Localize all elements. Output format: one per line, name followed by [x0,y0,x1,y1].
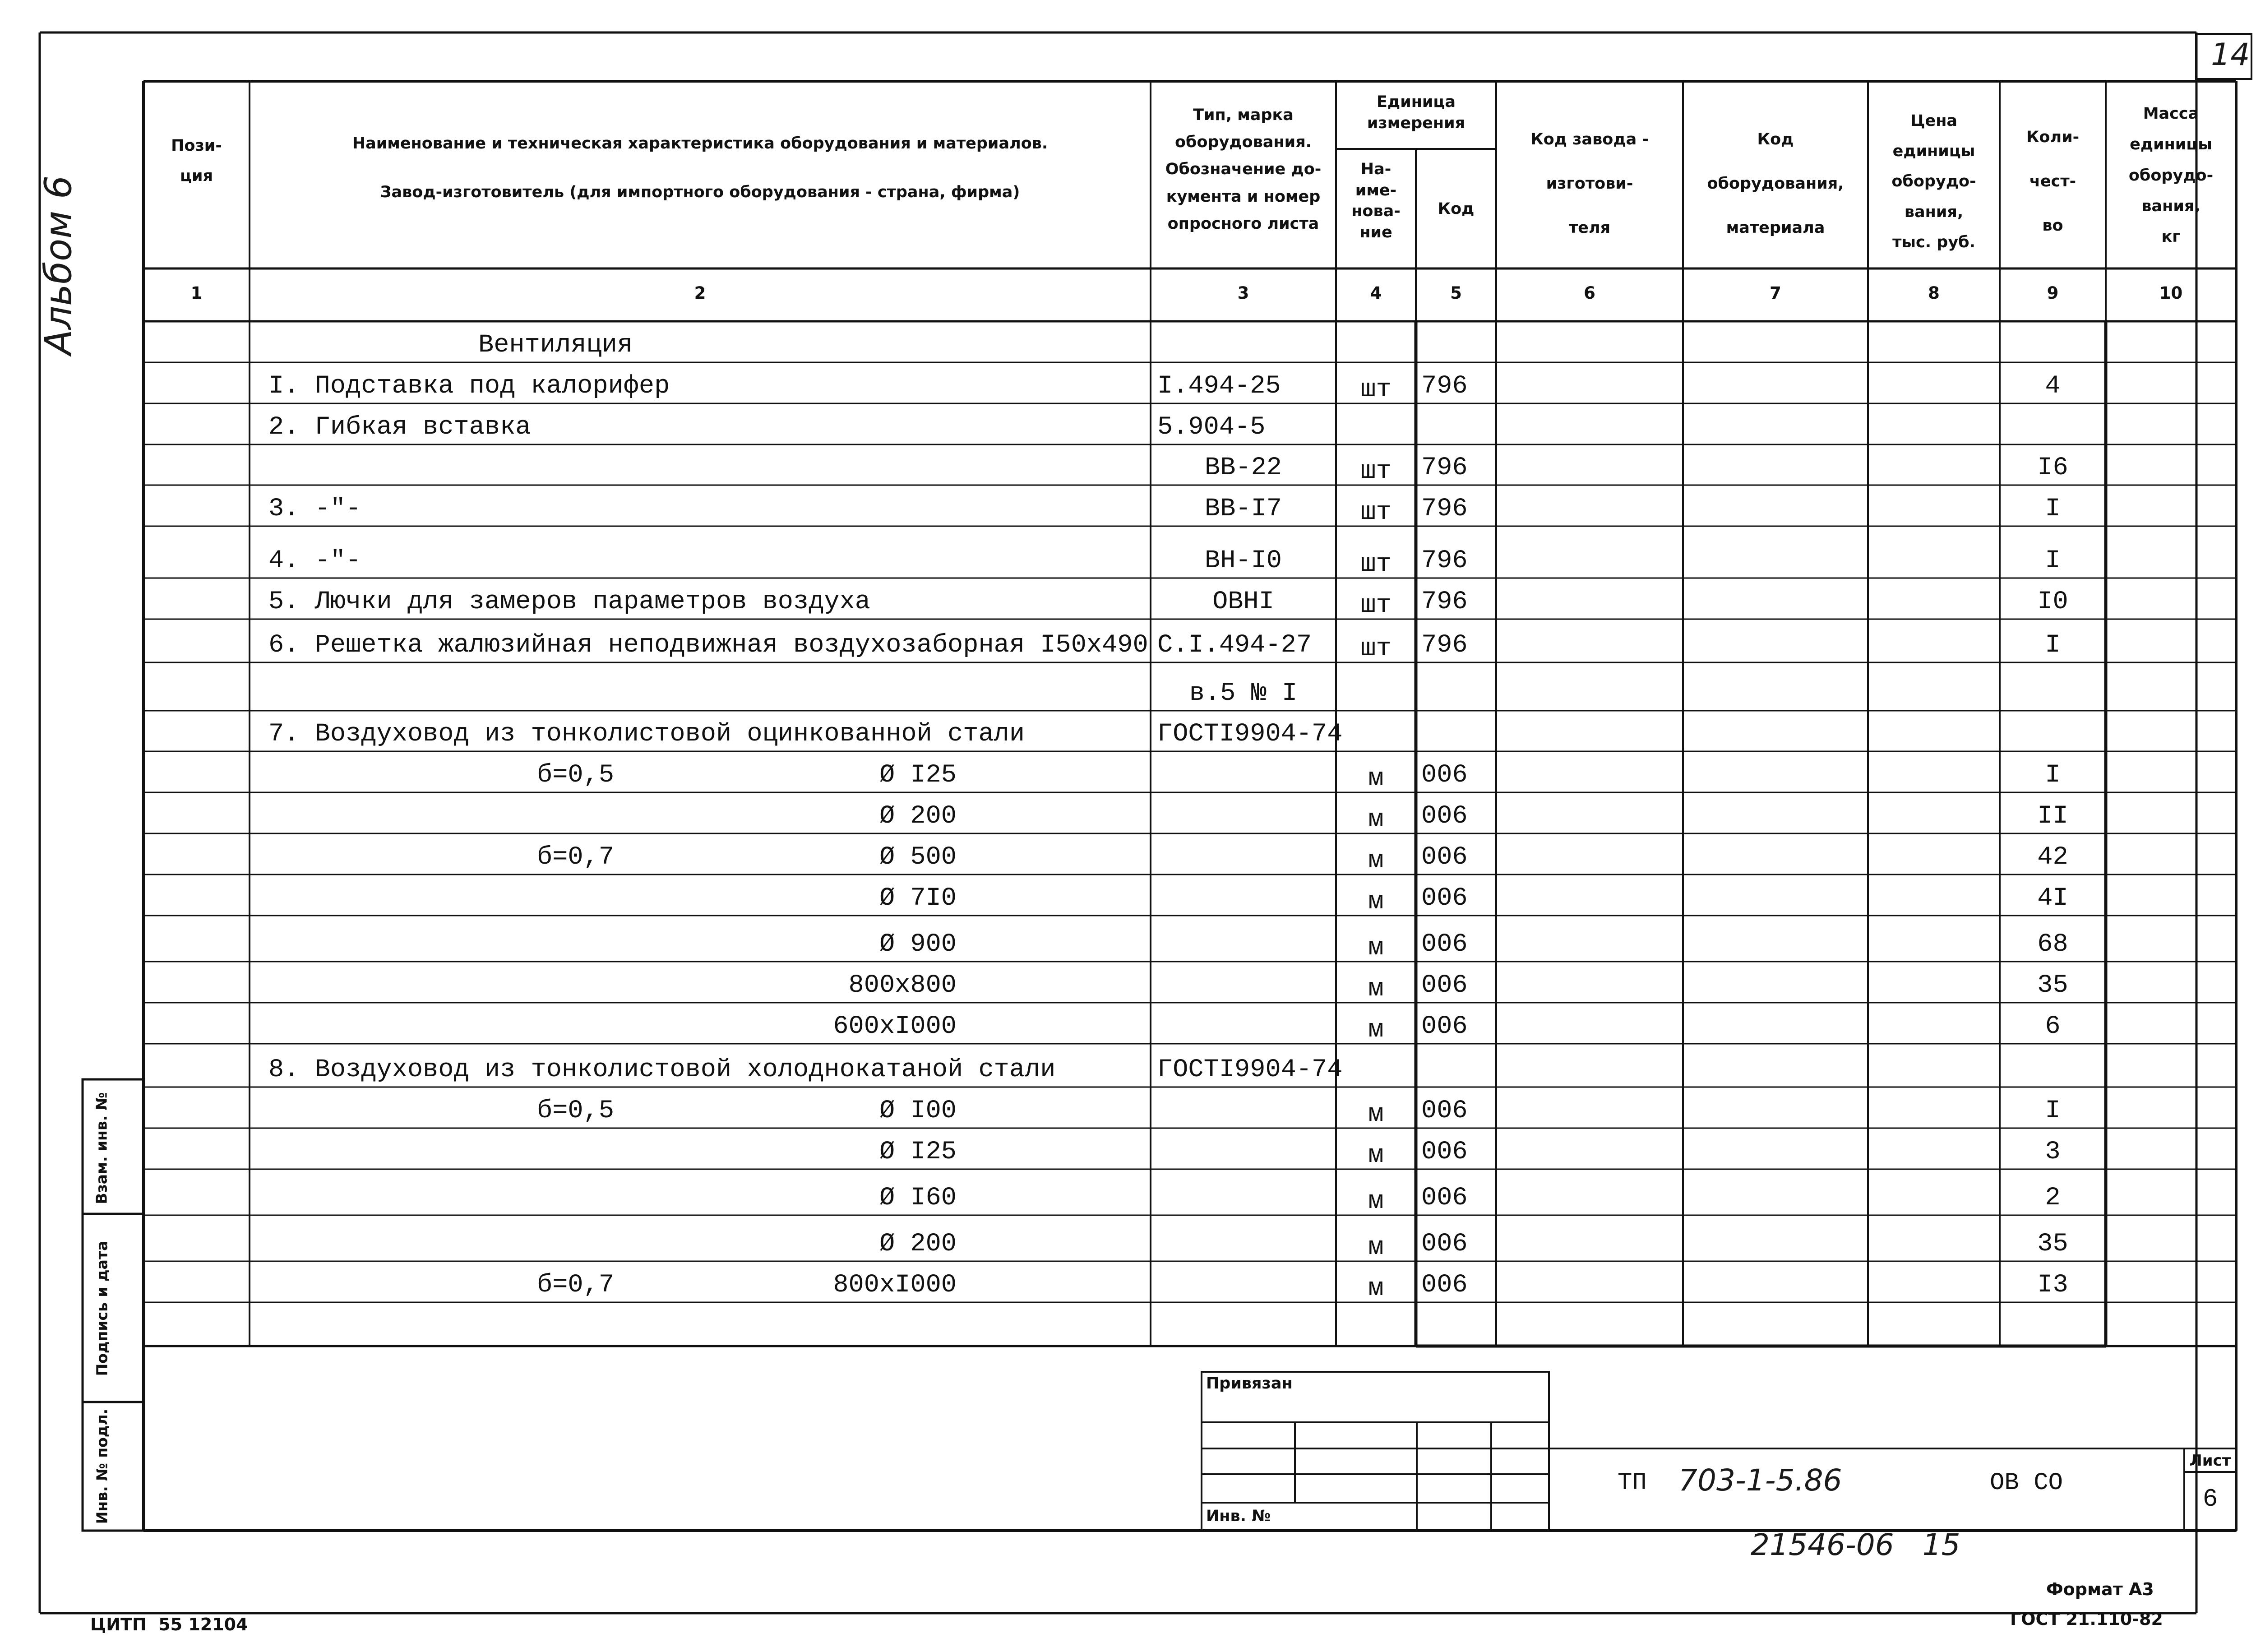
unit-code: 006 [1421,802,1468,831]
item-type-code: ГОСТI9904-74 [1157,1055,1343,1084]
item-size: 800x800 [848,971,957,1000]
quantity: 35 [2037,971,2068,1000]
gost-label: ГОСТ 21.110-82 [2010,1609,2163,1629]
item-size: Ø 200 [879,1230,957,1259]
header-col10: Масса единицы оборудо- вания, кг [2128,105,2214,246]
item-name: б=0,7 [537,843,615,872]
stamp-inv-no: Инв. № [1206,1507,1271,1525]
side-label-inv-podl: Инв. № подл. [93,1408,111,1524]
column-number: 10 [2159,283,2183,303]
unit-name: шт [1360,498,1392,527]
stamp-doc-number: 703-1-5.86 [1678,1463,1842,1498]
quantity: 68 [2037,930,2068,959]
item-name: б=0,7 [537,1271,615,1300]
item-type-code: ВВ-22 [1204,453,1282,482]
item-size: Ø 500 [879,843,957,872]
item-size: 800xI000 [833,1271,957,1300]
quantity: 42 [2037,843,2068,872]
item-type-code: I.494-25 [1157,372,1281,401]
unit-code: 006 [1421,1230,1468,1259]
unit-code: 006 [1421,1012,1468,1041]
unit-code: 006 [1421,930,1468,959]
unit-code: 796 [1421,495,1468,523]
unit-code: 006 [1421,843,1468,872]
unit-name: м [1368,1141,1384,1170]
item-size: Ø I25 [879,761,957,790]
unit-name: шт [1360,550,1392,579]
item-type-code: в.5 № I [1189,679,1298,708]
item-name: 2. Гибкая вставка [268,413,531,442]
unit-code: 006 [1421,1184,1468,1212]
item-size: Ø I60 [879,1184,957,1212]
item-type-code: ОВНI [1212,588,1274,616]
item-type-code: ГОСТI9904-74 [1157,720,1343,749]
item-name: 5. Лючки для замеров параметров воздуха [268,588,871,616]
unit-code: 006 [1421,1271,1468,1300]
item-name: I. Подставка под калорифер [268,372,670,401]
item-size: Ø 7I0 [879,884,957,913]
side-label-podpis: Подпись и дата [93,1240,111,1376]
header-col7: Код оборудования, материала [1707,130,1844,237]
item-type-code: 5.904-5 [1157,413,1266,442]
quantity: I [2045,761,2061,790]
unit-name: шт [1360,591,1392,620]
header-col2-line2: Завод-изготовитель (для импортного оборудования - страна, фирма) [380,183,1020,201]
unit-code: 796 [1421,588,1468,616]
item-name: б=0,5 [537,1097,615,1125]
quantity: I [2045,546,2061,575]
unit-name: м [1368,847,1384,875]
quantity: 4I [2037,884,2068,913]
item-name: 7. Воздуховод из тонколистовой оцинкованной стали [268,720,1025,749]
column-number: 3 [1237,283,1249,303]
quantity: 2 [2045,1184,2061,1212]
column-number: 4 [1370,283,1382,303]
unit-name: шт [1360,634,1392,663]
quantity: 4 [2045,372,2061,401]
unit-code: 006 [1421,1097,1468,1125]
item-name: 3. -"- [268,495,361,523]
unit-code: 006 [1421,971,1468,1000]
item-size: 600xI000 [833,1012,957,1041]
unit-code: 796 [1421,372,1468,401]
unit-code: 006 [1421,1138,1468,1166]
header-col3: Тип, марка оборудования. Обозначение до- кумента и номер опросного листа [1165,106,1322,233]
stamp-doc-suffix: ОВ СО [1990,1469,2063,1497]
column-number: 6 [1584,283,1595,303]
item-name: б=0,5 [537,761,615,790]
item-type-code: С.I.494-27 [1157,631,1312,660]
unit-name: м [1368,764,1384,793]
quantity: I3 [2037,1271,2068,1300]
item-name: 6. Решетка жалюзийная неподвижная воздухозаборная I50x490 [268,631,1148,660]
item-name: 4. -"- [268,546,361,575]
unit-name: м [1368,1274,1384,1303]
header-col6: Код завода - изготови- теля [1530,130,1649,237]
item-size: Ø 900 [879,930,957,959]
quantity: 35 [2037,1230,2068,1259]
unit-code: 796 [1421,453,1468,482]
stamp-sheet-value: 6 [2202,1485,2218,1513]
quantity: I0 [2037,588,2068,616]
stamp-doc-prefix: ТП [1618,1469,1647,1497]
item-size: Ø 200 [879,802,957,831]
unit-name: шт [1360,375,1392,404]
column-number: 1 [190,283,203,303]
unit-name: м [1368,975,1384,1004]
unit-name: м [1368,888,1384,916]
item-name: 8. Воздуховод из тонколистовой холоднокатаной стали [268,1055,1056,1084]
item-name: Вентиляция [478,331,633,360]
quantity: I [2045,495,2061,523]
album-label: Альбом 6 [37,175,80,355]
unit-name: м [1368,1187,1384,1216]
column-number: 8 [1928,283,1940,303]
column-number: 2 [694,283,706,303]
quantity: 6 [2045,1012,2061,1041]
item-type-code: ВН-I0 [1204,546,1282,575]
header-col4: На- име- нова- ние [1351,160,1401,241]
unit-code: 796 [1421,631,1468,660]
unit-name: м [1368,1016,1384,1045]
header-col8: Цена единицы оборудо- вания, тыс. руб. [1891,112,1976,251]
unit-name: м [1368,1233,1384,1262]
unit-name: м [1368,1100,1384,1129]
header-col45: Единица измерения [1367,93,1465,133]
quantity: I6 [2037,453,2068,482]
item-size: Ø I25 [879,1138,957,1166]
column-number: 9 [2047,283,2059,303]
header-col1: Пози- ция [171,137,222,185]
item-size: Ø I00 [879,1097,957,1125]
unit-code: 006 [1421,761,1468,790]
unit-name: м [1368,934,1384,963]
unit-name: шт [1360,457,1392,486]
unit-code: 796 [1421,546,1468,575]
stamp-privyazan: Привязан [1206,1374,1293,1393]
format-label: Формат А3 [2046,1579,2154,1599]
quantity: II [2037,802,2068,831]
header-col5: Код [1438,200,1475,218]
unit-code: 006 [1421,884,1468,913]
quantity: I [2045,1097,2061,1125]
header-col2-line1: Наименование и техническая характеристика оборудования и материалов. [352,134,1048,153]
stamp-sheet-label: Лист [2189,1452,2231,1470]
quantity: 3 [2045,1138,2061,1166]
header-col9: Коли- чест- во [2026,128,2080,235]
column-number: 5 [1450,283,1462,303]
quantity: I [2045,631,2061,660]
item-type-code: ВВ-I7 [1204,495,1282,523]
side-label-vzam: Взам. инв. № [92,1092,111,1204]
handwritten-inventory-number: 21546-06 15 [1751,1527,1960,1562]
unit-name: м [1368,805,1384,834]
page-number: 14 [2211,37,2250,73]
citp-label: ЦИТП 55 12104 [90,1615,248,1634]
column-number: 7 [1770,283,1781,303]
